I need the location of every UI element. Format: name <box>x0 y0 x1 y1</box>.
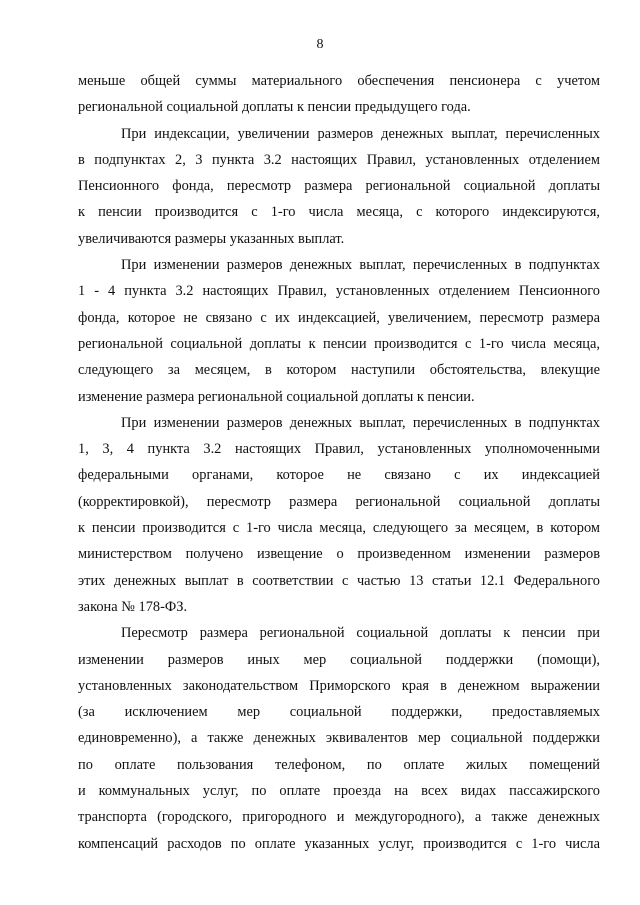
text-line: Пенсионного фонда, пересмотр размера региональной социальной доплаты <box>78 178 600 195</box>
text-line: этих денежных выплат в соответствии с частью 13 статьи 12.1 Федерального <box>78 572 600 589</box>
paragraph-1 <box>78 68 600 121</box>
text-line: и коммунальных услуг, по оплате проезда на всех видах пассажирского <box>78 783 600 800</box>
text-line: в подпунктах 2, 3 пункта 3.2 настоящих Правил, установленных отделением <box>78 151 600 168</box>
text-line: федеральными органами, которое не связано с их индексацией <box>78 467 600 484</box>
text-line: При изменении размеров денежных выплат, перечисленных в подпунктах <box>121 414 600 431</box>
text-line: При изменении размеров денежных выплат, перечисленных в подпунктах <box>121 257 600 274</box>
text-line: 1 - 4 пункта 3.2 настоящих Правил, установленных отделением Пенсионного <box>78 283 600 300</box>
text-line: компенсаций расходов по оплате указанных услуг, производится с 1-го числа <box>78 835 600 852</box>
document-body <box>78 68 600 857</box>
text-line: министерством получено извещение о произведенном изменении размеров <box>78 546 600 563</box>
paragraph-3 <box>78 252 600 410</box>
text-line: единовременно), а также денежных эквивалентов мер социальной поддержки <box>78 730 600 747</box>
text-line: (корректировкой), пересмотр размера региональной социальной доплаты <box>78 493 600 510</box>
text-line: к пенсии производится с 1-го числа месяца, с которого индексируются, <box>78 204 600 221</box>
paragraph-2 <box>78 121 600 252</box>
text-line: 1, 3, 4 пункта 3.2 настоящих Правил, установленных уполномоченными <box>78 441 600 458</box>
text-line: Пересмотр размера региональной социальной доплаты к пенсии при <box>121 625 600 642</box>
text-line: к пенсии производится с 1-го числа месяца, следующего за месяцем, в котором <box>78 520 600 537</box>
text-line: изменении размеров иных мер социальной поддержки (помощи), <box>78 651 600 668</box>
text-line: При индексации, увеличении размеров денежных выплат, перечисленных <box>121 125 600 142</box>
text-line: следующего за месяцем, в котором наступили обстоятельства, влекущие <box>78 362 600 379</box>
text-line: закона № 178-ФЗ. <box>78 598 188 615</box>
text-line: фонда, которое не связано с их индексацией, увеличением, пересмотр размера <box>78 309 600 326</box>
paragraph-4 <box>78 410 600 620</box>
text-line: транспорта (городского, пригородного и междугородного), а также денежных <box>78 809 600 826</box>
text-line: меньше общей суммы материального обеспечения пенсионера с учетом <box>78 73 600 89</box>
page-number: 8 <box>316 37 324 52</box>
text-line: региональной социальной доплаты к пенсии предыдущего года. <box>78 99 471 116</box>
paragraph-5 <box>78 620 600 857</box>
text-line: региональной социальной доплаты к пенсии производится с 1-го числа месяца, <box>78 335 600 352</box>
text-line: увеличиваются размеры указанных выплат. <box>78 230 345 247</box>
text-line: (за исключением мер социальной поддержки, предоставляемых <box>78 704 600 721</box>
text-line: установленных законодательством Приморского края в денежном выражении <box>78 677 600 694</box>
text-line: изменение размера региональной социальной доплаты к пенсии. <box>78 388 475 405</box>
text-line: по оплате пользования телефоном, по оплате жилых помещений <box>78 756 600 773</box>
